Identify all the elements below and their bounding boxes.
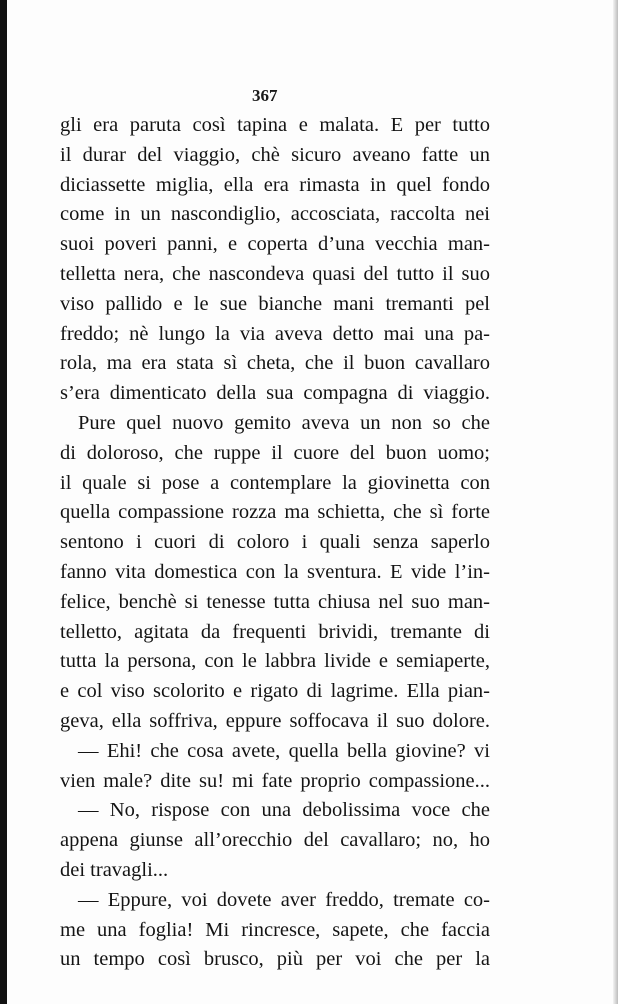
text-line: — No, rispose con una debolissima voce che (78, 799, 490, 822)
text-line: telletto, agitata da frequenti brividi, tremante di (60, 620, 490, 643)
text-line: me una foglia! Mi rincresce, sapete, che faccia (60, 918, 490, 941)
text-line: s’era dimenticato della sua compagna di viaggio. (60, 382, 490, 405)
text-line: telletta nera, che nascondeva quasi del tutto il suo (60, 262, 490, 285)
body-text (60, 111, 490, 975)
text-line: diciassette miglia, ella era rimasta in quel fondo (60, 173, 490, 196)
text-line: Pure quel nuovo gemito aveva un non so che (78, 411, 490, 434)
text-line: geva, ella soffriva, eppure soffocava il suo dolore. (60, 709, 490, 732)
text-line: fanno vita domestica con la sventura. E vide l’in- (60, 560, 490, 583)
text-line: il durar del viaggio, chè sicuro aveano fatte un (60, 143, 490, 166)
text-line: quella compassione rozza ma schietta, che sì forte (60, 501, 490, 524)
text-line: freddo; nè lungo la via aveva detto mai una pa- (60, 322, 490, 345)
text-line: viso pallido e le sue bianche mani tremanti pel (60, 292, 490, 315)
text-line: rola, ma era stata sì cheta, che il buon cavallaro (60, 352, 490, 375)
page-number: 367 (252, 86, 278, 105)
text-line: sentono i cuori di coloro i quali senza saperlo (60, 531, 490, 554)
text-line: un tempo così brusco, più per voi che per la (60, 948, 490, 971)
text-line: — Ehi! che cosa avete, quella bella giovine? vi (78, 739, 490, 762)
text-line: felice, benchè si tenesse tutta chiusa nel suo man- (60, 590, 490, 613)
page-left-edge (0, 0, 7, 1004)
text-line: — Eppure, voi dovete aver freddo, tremate co- (78, 888, 490, 911)
text-line: il quale si pose a contemplare la giovinetta con (60, 471, 490, 494)
text-line: vien male? dite su! mi fate proprio compassione... (60, 769, 490, 792)
text-line: di doloroso, che ruppe il cuore del buon uomo; (60, 441, 490, 464)
text-line: gli era paruta così tapina e malata. E per tutto (60, 114, 490, 136)
text-line: suoi poveri panni, e coperta d’una vecchia man- (60, 233, 490, 256)
text-line: tutta la persona, con le labbra livide e semiaperte, (60, 650, 490, 673)
text-line: e col viso scolorito e rigato di lagrime. Ella pian- (60, 680, 490, 703)
text-line: come in un nascondiglio, accosciata, raccolta nei (60, 203, 490, 226)
page-right-edge (613, 0, 618, 1004)
text-line: dei travagli... (60, 858, 169, 881)
text-line: appena giunse all’orecchio del cavallaro; no, ho (60, 829, 490, 852)
